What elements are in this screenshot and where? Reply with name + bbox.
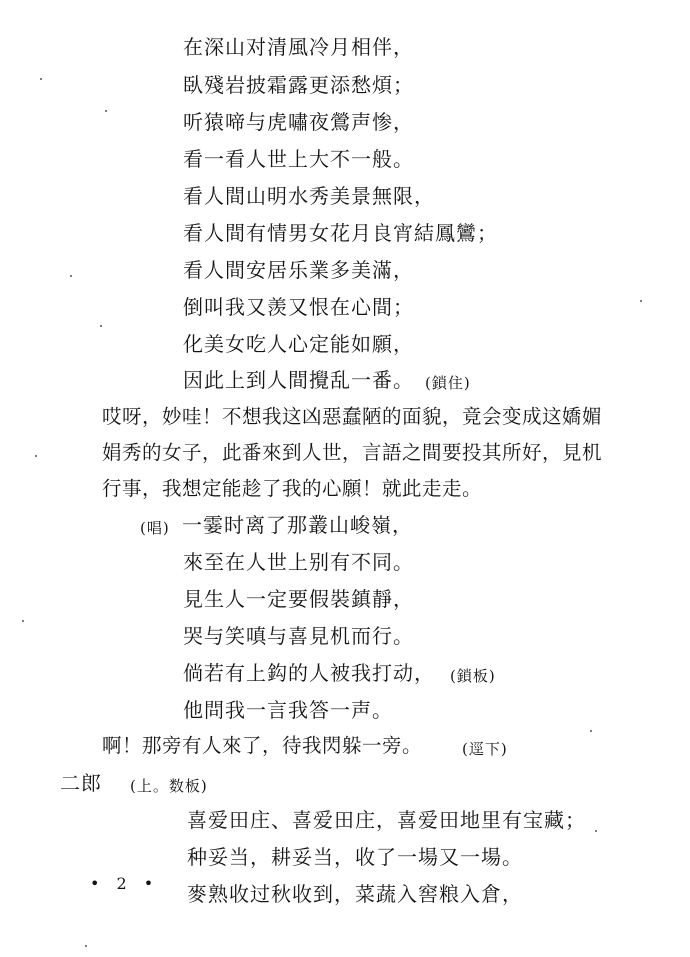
stage-direction: (鎖住) <box>425 374 471 392</box>
scan-speck <box>70 275 72 277</box>
scan-speck <box>105 110 107 112</box>
verse-line: 在深山对清風冷月相伴， <box>183 35 414 59</box>
prose-line: 哎呀，妙哇！不想我这凶惡蠢陋的面貌，竟会变成这嬌媚 <box>102 405 603 428</box>
scan-speck <box>595 830 597 832</box>
verse-line: 看一看人世上大不一般。 <box>183 147 414 171</box>
scan-speck <box>590 730 592 732</box>
stage-direction: (唱) <box>140 519 170 537</box>
prose-line: 行事，我想定能趁了我的心願！就此走走。 <box>102 477 483 500</box>
prose-line: 娟秀的女子，此番來到人世，言語之間要投其所好，見机 <box>102 441 603 464</box>
scan-speck <box>85 945 87 947</box>
verse-line: 哭与笑嗔与喜見机而行。 <box>183 624 414 648</box>
verse-line: 种妥当，耕妥当，收了一場又一場。 <box>187 845 523 869</box>
stage-direction: (鎖板) <box>450 667 496 685</box>
verse-line: 倘若有上鈎的人被我打动， <box>183 661 435 685</box>
page-number: • 2 • <box>90 874 160 893</box>
verse-line: 臥殘岩披霜露更添愁煩； <box>183 73 414 97</box>
verse-line: 看人間安居乐業多美滿， <box>183 258 414 282</box>
verse-line: 喜爱田庄、喜爱田庄，喜爱田地里有宝藏； <box>187 808 586 832</box>
verse-line: 他問我一言我答一声。 <box>183 698 393 722</box>
verse-line: 見生人一定要假裝鎮靜， <box>183 587 414 611</box>
scan-speck <box>640 300 642 302</box>
scan-speck <box>100 325 102 327</box>
stage-direction: (上。数板) <box>130 777 208 795</box>
verse-line: 倒叫我又羡又恨在心間； <box>183 295 414 319</box>
speaker-name: 二郎 <box>60 771 102 795</box>
verse-line: 化美女吃人心定能如願， <box>183 332 414 356</box>
verse-line: 一霎时离了那叢山峻嶺， <box>182 513 413 537</box>
scan-speck <box>22 620 24 622</box>
verse-line: 看人間山明水秀美景無限， <box>183 184 435 208</box>
stage-direction: (逕下) <box>462 740 508 758</box>
verse-line: 看人間有情男女花月良宵結鳳鸞； <box>183 221 498 245</box>
verse-line: 听猿啼与虎嘯夜鶯声惨， <box>183 110 414 134</box>
scan-speck <box>35 455 37 457</box>
verse-line: 因此上到人間攪乱一番。 <box>183 368 414 392</box>
scan-speck <box>40 78 42 80</box>
verse-line: 麥熟收过秋收到，菜蔬入窖粮入倉， <box>187 882 523 906</box>
prose-line: 啊！那旁有人來了，待我閃躲一旁。 <box>102 734 423 757</box>
verse-line: 來至在人世上别有不同。 <box>183 550 414 574</box>
